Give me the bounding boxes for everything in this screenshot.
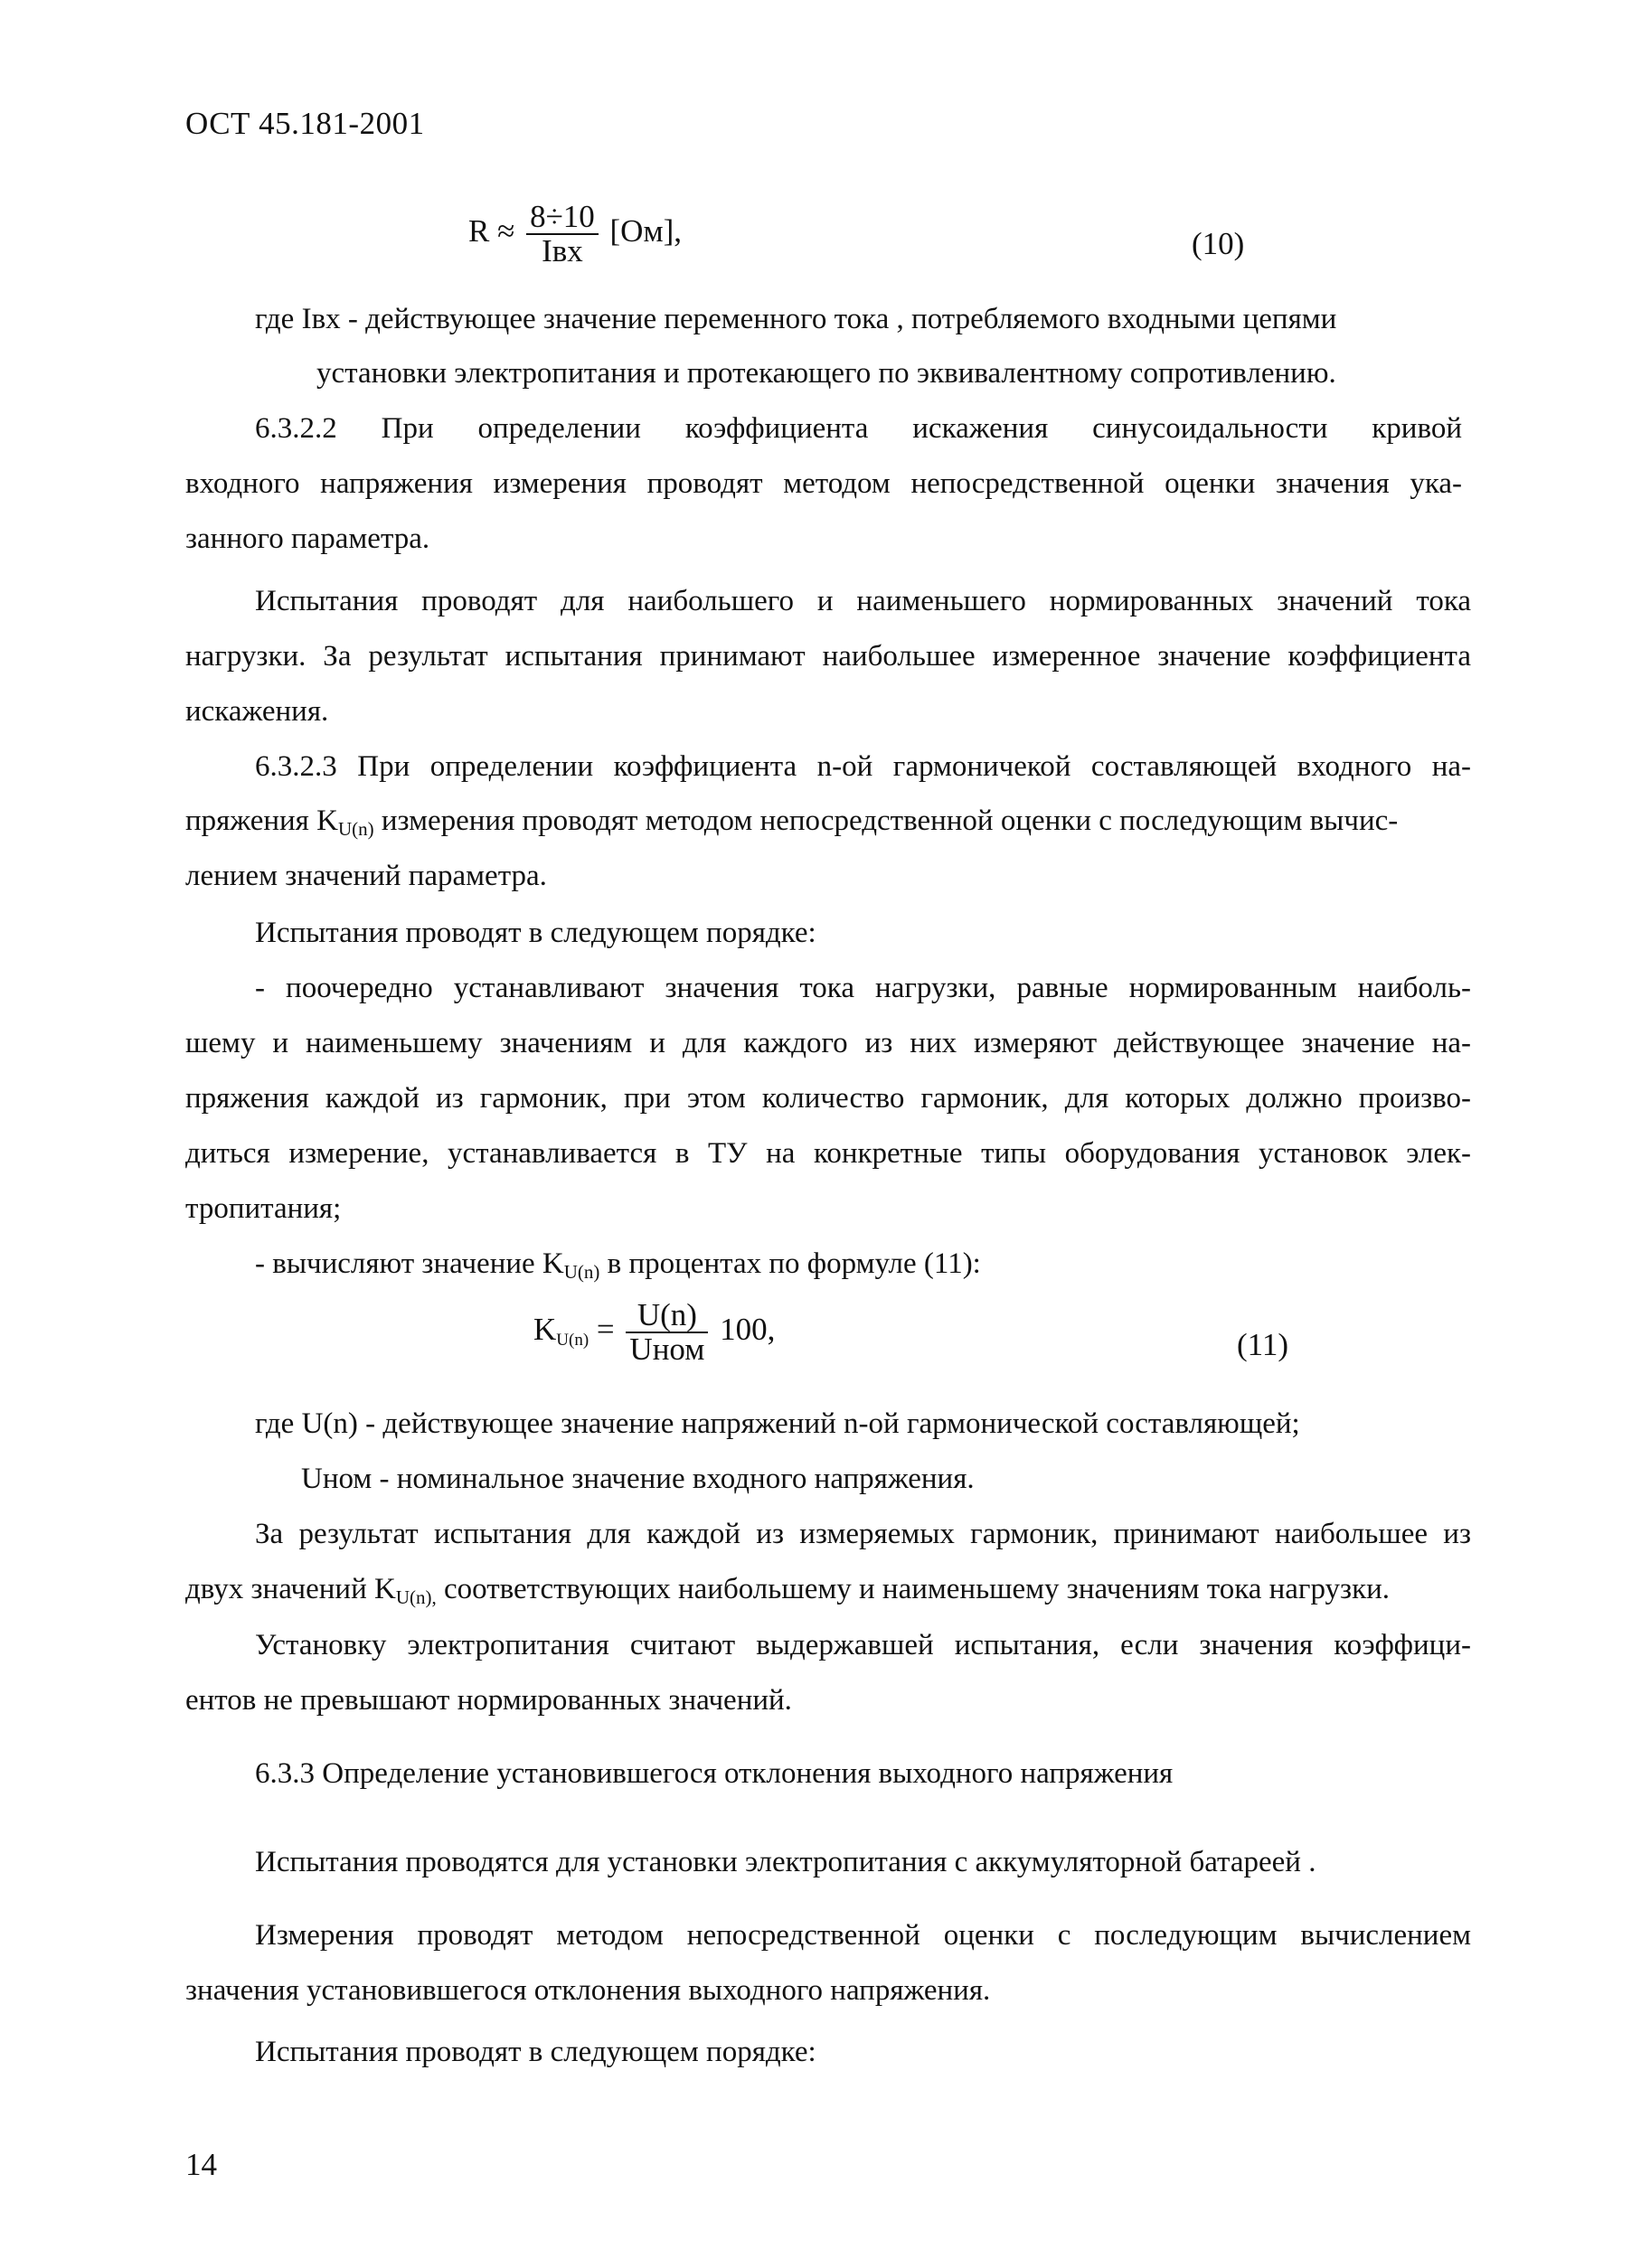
result-line2 <box>185 1571 1390 1615</box>
order-line-2: Испытания проводят в следующем порядке: <box>255 2036 816 2068</box>
formula-11-denominator: Uном <box>629 1332 705 1367</box>
para-6322-line3: занного параметра. <box>185 522 430 555</box>
formula-10-fraction <box>526 201 599 268</box>
formula-11-factor: 100, <box>720 1312 776 1348</box>
result-line2-sub: U(n), <box>395 1586 437 1608</box>
para-6323-line1: 6.3.2.3 При определении коэффициента n-ой гармоничекой составляющей входного на- <box>255 750 1471 783</box>
tests-line1: Испытания проводят для наибольшего и наименьшего нормированных значений тока <box>255 585 1471 617</box>
bullet2-line <box>255 1246 981 1290</box>
formula-11-lhs-sub: U(n) <box>556 1331 589 1350</box>
where-10-line2: установки электропитания и протекающего по эквивалентному сопротивлению. <box>316 357 1336 390</box>
formula-10-lhs: R ≈ <box>468 213 515 249</box>
formula-10-numerator: 8÷10 <box>526 201 599 235</box>
para-6323-line2 <box>185 803 1398 847</box>
formula-10-unit: [Ом], <box>609 213 683 249</box>
para-6322-line1: 6.3.2.2 При определении коэффициента искажения синусоидальности кривой <box>255 412 1462 445</box>
result-line2-post: соответствующих наибольшему и наименьшему значениям тока нагрузки. <box>436 1573 1391 1605</box>
formula-11-lhs <box>533 1312 589 1350</box>
para-6322-line2: входного напряжения измерения проводят методом непосредственной оценки значения ука- <box>185 467 1462 500</box>
formula-11 <box>533 1299 775 1366</box>
battery-line: Испытания проводятся для установки электропитания с аккумуляторной батареей . <box>255 1846 1316 1878</box>
measure-line1: Измерения проводят методом непосредственной оценки с последующим вычислением <box>255 1919 1471 1952</box>
para-6323-line2-pre: пряжения K <box>185 805 338 837</box>
para-6323-line2-post: измерения проводят методом непосредственной оценки с последующим вычис- <box>373 805 1399 837</box>
bullet1-line4: диться измерение, устанавливается в ТУ на конкретные типы оборудования установок элек- <box>185 1137 1471 1170</box>
formula-11-fraction <box>626 1299 708 1366</box>
tests-line3: искажения. <box>185 695 329 728</box>
page-number: 14 <box>185 2147 217 2182</box>
formula-11-number: (11) <box>1237 1327 1289 1362</box>
passed-line1: Установку электропитания считают выдержавшей испытания, если значения коэффици- <box>255 1629 1471 1661</box>
para-6323-line3: лением значений параметра. <box>185 860 547 892</box>
where-10-line1: где Iвх - действующее значение переменного тока , потребляемого входными цепями <box>255 303 1337 335</box>
formula-11-numerator: U(n) <box>626 1299 708 1333</box>
passed-line2: ентов не превышают нормированных значений. <box>185 1684 792 1717</box>
tests-line2: нагрузки. За результат испытания принимают наибольшее измеренное значение коэффициента <box>185 640 1471 673</box>
measure-line2: значения установившегося отклонения выходного напряжения. <box>185 1974 991 2007</box>
bullet1-line3: пряжения каждой из гармоник, при этом количество гармоник, для которых должно произво- <box>185 1082 1471 1115</box>
result-line2-pre: двух значений K <box>185 1573 396 1605</box>
para-6323-line2-sub: U(n) <box>337 818 374 840</box>
bullet1-line5: тропитания; <box>185 1192 342 1225</box>
where-11-line1: где U(n) - действующее значение напряжений n-ой гармонической составляющей; <box>255 1407 1300 1440</box>
bullet2-post: в процентах по формуле (11): <box>599 1247 981 1280</box>
bullet2-sub: U(n) <box>563 1261 600 1283</box>
formula-11-equals: = <box>596 1312 615 1348</box>
formula-10 <box>468 201 682 268</box>
document-code-header: ОСТ 45.181-2001 <box>185 106 425 141</box>
formula-10-number: (10) <box>1192 226 1245 261</box>
bullet2-pre: - вычисляют значение K <box>255 1247 564 1280</box>
order-line-1: Испытания проводят в следующем порядке: <box>255 917 816 949</box>
result-line1: За результат испытания для каждой из измеряемых гармоник, принимают наибольшее из <box>255 1518 1471 1550</box>
section-633-heading: 6.3.3 Определение установившегося отклонения выходного напряжения <box>255 1757 1174 1790</box>
where-11-line2: Uном - номинальное значение входного напряжения. <box>301 1463 975 1495</box>
formula-10-denominator: Iвх <box>542 233 583 268</box>
bullet1-line2: шему и наименьшему значениям и для каждого из них измеряют действующее значение на- <box>185 1027 1471 1059</box>
formula-11-lhs-base: K <box>533 1312 557 1348</box>
bullet1-line1: - поочередно устанавливают значения тока нагрузки, равные нормированным наиболь- <box>255 972 1471 1004</box>
